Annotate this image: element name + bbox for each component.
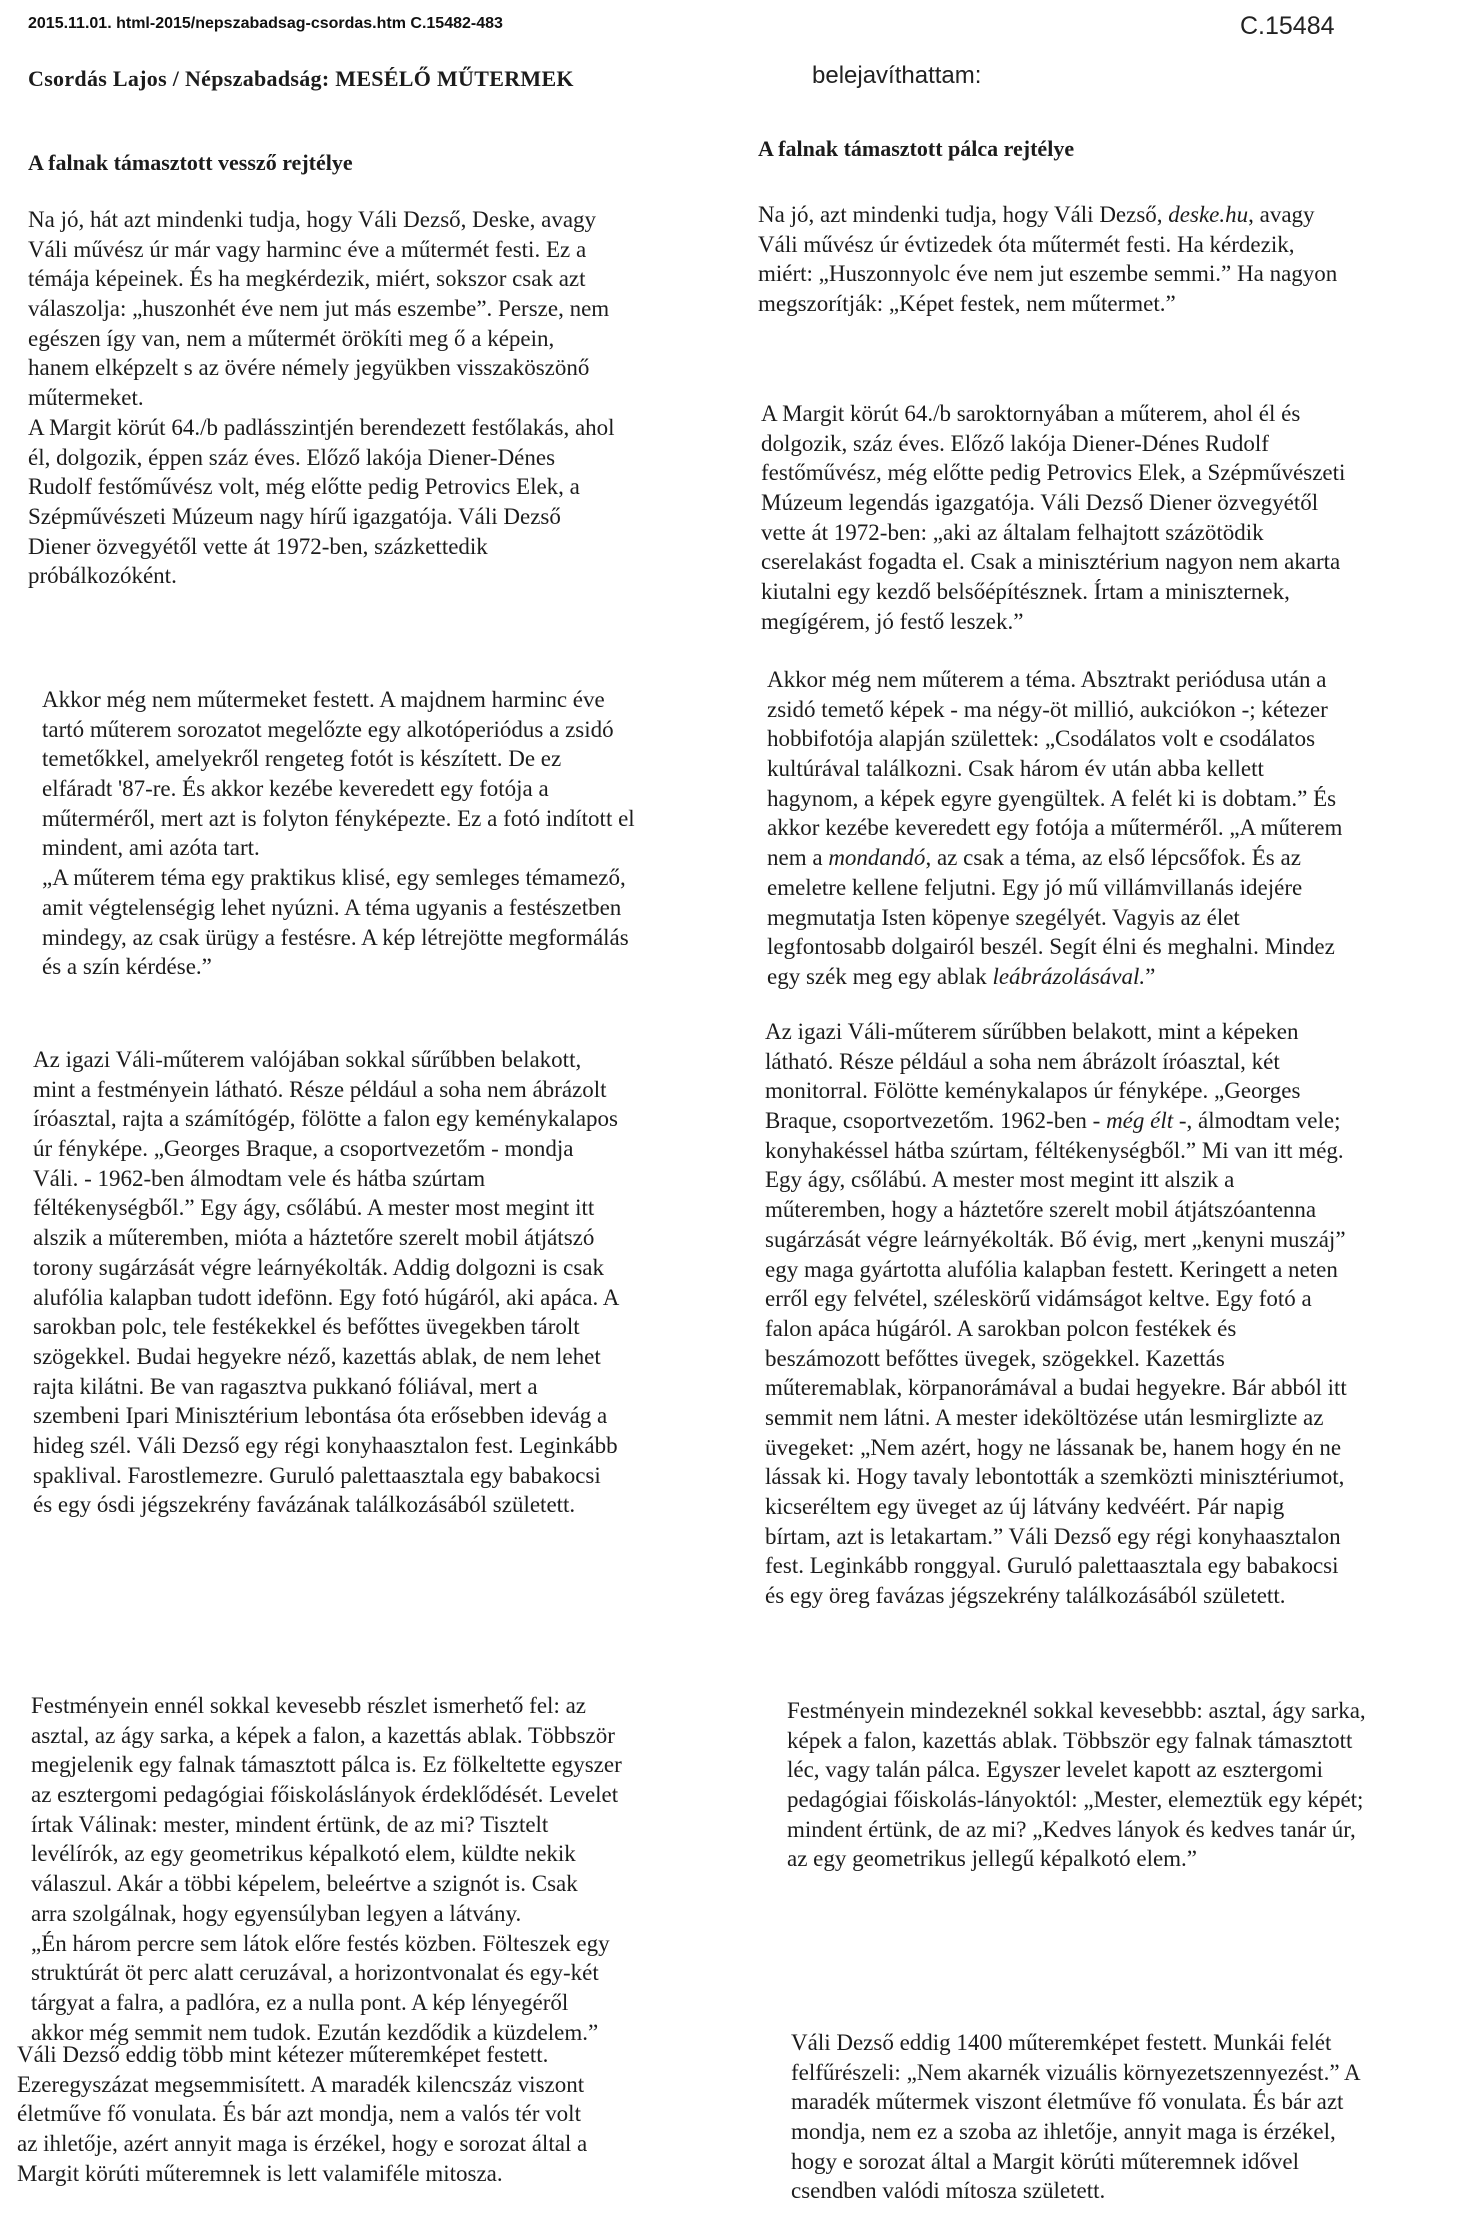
text-line: hobbifotója alapján születtek: „Csodálatos volt e csodálatos bbox=[767, 726, 1316, 752]
text-line: fest. Leginkább ronggyal. Guruló palettaasztala egy babakocsi bbox=[765, 1553, 1339, 1579]
text-line: csendben valódi mítosza született. bbox=[791, 2178, 1106, 2204]
text-line: alufólia kalapban tudott idefönn. Egy fotó húgáról, aki apáca. A bbox=[33, 1284, 620, 1310]
text-line: konyhakéssel hátba szúrtam, féltékenységből.” Mi van itt még. bbox=[765, 1137, 1344, 1163]
text-line: Margit körúti műteremnek is lett valamiféle mitosza. bbox=[17, 2160, 503, 2186]
revised-paragraph-block bbox=[765, 1017, 1347, 1611]
original-paragraph-block bbox=[17, 2040, 587, 2188]
text-line: látható. Része például a soha nem ábrázolt íróasztal, két bbox=[765, 1048, 1280, 1074]
text-line: asztal, az ágy sarka, a képek a falon, a kazettás ablak. Többször bbox=[31, 1722, 615, 1748]
text-line: festőművész, még előtte pedig Petrovics Elek, a Szépművészeti bbox=[761, 460, 1346, 486]
italic-text: mondandó bbox=[828, 845, 926, 871]
text-line: alszik a műteremben, mióta a háztetőre szerelt mobil átjátszó bbox=[33, 1225, 595, 1251]
text-line: válaszul. Akár a többi képelem, beleértve a szignót is. Csak bbox=[31, 1871, 578, 1897]
text-line: mondja, nem ez a szoba az ihletője, annyit maga is érzékel, bbox=[791, 2119, 1336, 2145]
text-line: próbálkozóként. bbox=[28, 563, 177, 589]
original-article-heading: A falnak támasztott vessző rejtélye bbox=[28, 150, 353, 175]
text-line: emeletre kellene feljutni. Egy jó mű villámvillanás idejére bbox=[767, 874, 1303, 900]
text-line: erről egy felvétel, széleskörű vidámságot keltve. Egy fotó a bbox=[765, 1286, 1312, 1312]
text-line: egy maga gyártotta alufólia kalapban festett. Keringett a neten bbox=[765, 1256, 1338, 1282]
text-line: bírtam, azt is letakartam.” Váli Dezső egy régi konyhaasztalon bbox=[765, 1523, 1341, 1549]
text-line: az ihletője, azért annyit maga is érzékel, hogy e sorozat által a bbox=[17, 2131, 588, 2157]
text-line: akkor még semmit nem tudok. Ezután kezdődik a küzdelem.” bbox=[31, 2019, 599, 2045]
text-line: megjelenik egy falnak támasztott pálca is. Ez fölkeltette egyszer bbox=[31, 1752, 622, 1778]
text-line: Váli művész úr már vagy harminc éve a műtermét festi. Ez a bbox=[28, 236, 587, 262]
text-line: él, dolgozik, éppen száz éves. Előző lakója Diener-Dénes bbox=[28, 444, 556, 470]
text-line: Akkor még nem műterem a téma. Absztrakt periódusa után a bbox=[767, 667, 1327, 692]
text-line: úr fényképe. „Georges Braque, a csoportvezetőm - mondja bbox=[33, 1136, 574, 1162]
text-line: Szépművészeti Múzeum nagy hírű igazgatója. Váli Dezső bbox=[28, 503, 561, 529]
text-line: maradék műtermek viszont életműve fő vonulata. És bár azt bbox=[791, 2089, 1344, 2115]
revised-paragraph-block bbox=[758, 200, 1337, 319]
text-line: Festményein ennél sokkal kevesebb részlet ismerhető fel: az bbox=[31, 1693, 586, 1718]
text-line: sugárzását végre leárnyékolták. Bő évig, mert „kenyni muszáj” bbox=[765, 1226, 1346, 1252]
text-line: zsidó temető képek - ma négy-öt millió, aukciókon -; kétezer bbox=[767, 696, 1328, 722]
revised-paragraph-block bbox=[791, 2028, 1361, 2206]
original-article-title: Csordás Lajos / Népszabadság: MESÉLŐ MŰTERMEK bbox=[28, 66, 574, 91]
text-line: kultúrával találkozni. Csak három év után abba kellett bbox=[767, 756, 1264, 782]
text-line: tárgyat a falra, a padlóra, ez a nulla pont. A kép lényegéről bbox=[31, 1989, 569, 2015]
text-line: mindegy, az csak ürügy a festésre. A kép létrejötte megformálás bbox=[42, 924, 629, 950]
text-line: Az igazi Váli-műterem valójában sokkal sűrűbben belakott, bbox=[33, 1047, 582, 1072]
text-line: levélírók, az egy geometrikus képalkotó elem, küldte nekik bbox=[31, 1841, 576, 1867]
text-line: spaklival. Farostlemezre. Guruló palettaasztala egy babakocsi bbox=[33, 1462, 601, 1488]
text-line: cserelakást fogadta el. Csak a minisztérium nagyon nem akarta bbox=[761, 549, 1341, 575]
italic-text: deske.hu bbox=[1168, 202, 1249, 227]
text-line: Rudolf festőművész volt, még előtte pedig Petrovics Elek, a bbox=[28, 474, 580, 500]
text-line bbox=[765, 1106, 1347, 1136]
text-line: szembeni Ipari Minisztérium lebontása óta erősebben idevág a bbox=[33, 1403, 608, 1429]
text-line: íróasztal, rajta a számítógép, fölötte a falon egy keménykalapos bbox=[33, 1106, 618, 1132]
text-line: műteremben, hogy a háztetőre szerelt mobil átjátszóantenna bbox=[765, 1197, 1317, 1223]
text-line: műterméről, mert azt is folyton fényképezte. Ez a fotó indított el bbox=[42, 805, 635, 831]
text-line: vette át 1972-ben: „aki az általam felhajtott százötödik bbox=[761, 519, 1264, 545]
revised-paragraph-block bbox=[767, 665, 1342, 992]
text-line: mint a festményein látható. Része például a soha nem ábrázolt bbox=[33, 1076, 607, 1102]
text-line: megmutatja Isten köpenye szegélyét. Vagyis az élet bbox=[767, 904, 1240, 930]
text-line: struktúrát öt perc alatt ceruzával, a horizontvonalat és egy-két bbox=[31, 1960, 599, 1986]
text-line: Diener özvegyétől vette át 1972-ben, százkettedik bbox=[28, 533, 488, 559]
text-line: az esztergomi pedagógiai főiskoláslányok érdeklődését. Levelet bbox=[31, 1782, 619, 1808]
text-line: Váli Dezső eddig több mint kétezer műteremképet festett. bbox=[17, 2042, 549, 2067]
text-line: és a szín kérdése.” bbox=[42, 954, 212, 980]
text-line: hideg szél. Váli Dezső egy régi konyhaasztalon fest. Leginkább bbox=[33, 1432, 618, 1458]
italic-text: leábrázolásával. bbox=[992, 963, 1146, 989]
text-line: megszorítják: „Képet festek, nem műtermet.” bbox=[758, 291, 1176, 317]
text-segment: Braque, csoportvezetőm. 1962-ben - bbox=[765, 1108, 1107, 1134]
revised-article-heading: A falnak támasztott pálca rejtélye bbox=[758, 136, 1075, 161]
text-line: „Én három percre sem látok előre festés közben. Fölteszek egy bbox=[31, 1930, 610, 1956]
text-line: „A műterem téma egy praktikus klisé, egy semleges témamező, bbox=[42, 865, 626, 891]
page-code: C.15484 bbox=[1240, 12, 1335, 40]
text-line: féltékenységből.” Egy ágy, csőlábú. A mester most megint itt bbox=[33, 1195, 595, 1221]
text-line bbox=[767, 843, 1342, 873]
text-line: Na jó, hát azt mindenki tudja, hogy Váli Dezső, Deske, avagy bbox=[28, 207, 597, 232]
text-line: dolgozik, száz éves. Előző lakója Diener-Dénes Rudolf bbox=[761, 430, 1269, 456]
text-line: és egy öreg favázas jégszekrény találkozásából született. bbox=[765, 1583, 1286, 1609]
text-line: A Margit körút 64./b saroktornyában a műterem, ahol él és bbox=[761, 401, 1301, 426]
text-line: válaszolja: „huszonhét éve nem jut más eszembe”. Persze, nem bbox=[28, 296, 610, 322]
text-line bbox=[767, 962, 1342, 992]
text-line: mindent értünk, de az mi? „Kedves lányok és kedves tanár úr, bbox=[787, 1816, 1356, 1842]
text-segment: nem a bbox=[767, 845, 829, 871]
text-line: írtak Válinak: mester, mindent értünk, de az mi? Tisztelt bbox=[31, 1811, 549, 1837]
text-line bbox=[758, 200, 1337, 230]
text-line: legfontosabb dolgairól beszél. Segít élni és meghalni. Mindez bbox=[767, 934, 1335, 960]
text-segment: , avagy bbox=[1248, 202, 1315, 227]
text-line: lássak ki. Hogy tavaly lebontották a szemközti minisztériumot, bbox=[765, 1464, 1345, 1490]
text-line: Váli. - 1962-ben álmodtam vele és hátba szúrtam bbox=[33, 1165, 486, 1191]
text-line: kicseréltem egy üveget az új látvány kedvéért. Pár napig bbox=[765, 1494, 1285, 1519]
text-line: torony sugárzását végre leárnyékolták. Addig dolgozni is csak bbox=[33, 1254, 605, 1280]
text-line: arra szolgálnak, hogy egyensúlyban legyen a látvány. bbox=[31, 1900, 522, 1926]
text-line: kiutalni egy kezdő belsőépítésznek. Írtam a miniszternek, bbox=[761, 579, 1290, 605]
text-line: egészen így van, nem a műtermét örökíti meg ő a képein, bbox=[28, 325, 555, 351]
text-line: tartó műterem sorozatot megelőzte egy alkotóperiódus a zsidó bbox=[42, 716, 614, 742]
text-line: amit végtelenségig lehet nyúzni. A téma ugyanis a festészetben bbox=[42, 894, 622, 920]
text-segment: ” bbox=[1145, 963, 1156, 989]
text-line: hagynom, a képek egyre gyengültek. A felét ki is dobtam.” És bbox=[767, 785, 1337, 811]
text-line: életműve fő vonulata. És bár azt mondja, nem a valós tér volt bbox=[17, 2101, 581, 2127]
text-line: üvegeket: „Nem azért, hogy ne lássanak be, hanem hogy én ne bbox=[765, 1434, 1342, 1460]
text-segment: -, álmodtam vele; bbox=[1173, 1108, 1341, 1134]
original-paragraph-block bbox=[42, 685, 635, 982]
text-line: képek a falon, kazettás ablak. Többször egy falnak támasztott bbox=[787, 1727, 1353, 1753]
text-line: Egy ágy, csőlábú. A mester most megint itt alszik a bbox=[765, 1167, 1235, 1193]
italic-text: még élt bbox=[1106, 1108, 1174, 1134]
text-line: falon apáca húgáról. A sarokban polcon festékek és bbox=[765, 1315, 1237, 1341]
text-line: Váli Dezső eddig 1400 műteremképet festett. Munkái felét bbox=[791, 2030, 1332, 2055]
original-paragraph-block bbox=[31, 1691, 622, 2047]
text-line: Ezeregyszázat megsemmisített. A maradék kilencszáz viszont bbox=[17, 2071, 585, 2097]
text-line: Festményein mindezeknél sokkal kevesebbb: asztal, ágy sarka, bbox=[787, 1698, 1366, 1723]
text-line: megígérem, jó festő leszek.” bbox=[761, 608, 1024, 634]
text-line: miért: „Huszonnyolc éve nem jut eszembe semmi.” Ha nagyon bbox=[758, 261, 1338, 287]
text-line: elfáradt '87-re. És akkor kezébe keveredett egy fotója a bbox=[42, 776, 549, 802]
text-line: monitorral. Fölötte keménykalapos úr fényképe. „Georges bbox=[765, 1078, 1301, 1104]
text-segment: egy szék meg egy ablak bbox=[767, 963, 993, 989]
original-paragraph-block bbox=[33, 1045, 619, 1520]
revised-paragraph-block bbox=[761, 399, 1345, 637]
text-line: Akkor még nem műtermeket festett. A majdnem harminc éve bbox=[42, 687, 605, 712]
text-line: beszámozott befőttes üvegek, szögekkel. Kazettás bbox=[765, 1345, 1225, 1371]
text-line: mindent, ami azóta tart. bbox=[42, 835, 260, 861]
text-line: az egy geometrikus jellegű képalkotó elem.” bbox=[787, 1846, 1198, 1872]
text-line: léc, vagy talán pálca. Egyszer levelet kapott az esztergomi bbox=[787, 1757, 1323, 1783]
text-line: műteremablak, körpanorámával a budai hegyekre. Bár abból itt bbox=[765, 1375, 1347, 1401]
text-line: sarokban polc, tele festékekkel és befőttes üvegekben tárolt bbox=[33, 1314, 580, 1340]
text-line: Az igazi Váli-műterem sűrűbben belakott, mint a képeken bbox=[765, 1019, 1299, 1044]
revised-version-label: belejavíthattam: bbox=[812, 62, 982, 89]
document-reference-header: 2015.11.01. html-2015/nepszabadsag-csordas.htm C.15482-483 bbox=[28, 15, 503, 32]
text-line: és egy ósdi jégszekrény favázának találkozásából született. bbox=[33, 1492, 576, 1518]
text-line: Múzeum legendás igazgatója. Váli Dezső Diener özvegyétől bbox=[761, 490, 1319, 516]
text-segment: , az csak a téma, az első lépcsőfok. És az bbox=[925, 845, 1301, 871]
text-segment: Na jó, azt mindenki tudja, hogy Váli Dezső, bbox=[758, 202, 1169, 227]
text-line: Váli művész úr évtizedek óta műtermét festi. Ha kérdezik, bbox=[758, 231, 1295, 257]
text-line: felfűrészeli: „Nem akarnék vizuális környezetszennyezést.” A bbox=[791, 2059, 1361, 2085]
text-line: temetőkkel, amelyekről rengeteg fotót is készített. De ez bbox=[42, 746, 562, 772]
text-line: műtermeket. bbox=[28, 385, 144, 411]
text-line: hanem elképzelt s az övére némely jegyükben visszaköszönő bbox=[28, 355, 590, 381]
text-line: szögekkel. Budai hegyekre néző, kazettás ablak, de nem lehet bbox=[33, 1343, 601, 1369]
text-line: témája képeinek. És ha megkérdezik, miért, sokszor csak azt bbox=[28, 266, 586, 292]
revised-paragraph-block bbox=[787, 1696, 1366, 1874]
text-line: semmit nem látni. A mester ideköltözése után lesmirglizte az bbox=[765, 1404, 1324, 1430]
original-paragraph-block bbox=[28, 205, 615, 591]
text-line: akkor kezébe keveredett egy fotója a műterméről. „A műterem bbox=[767, 815, 1343, 841]
text-line: hogy e sorozat által a Margit körúti műteremnek idővel bbox=[791, 2148, 1299, 2174]
text-line: rajta kilátni. Be van ragasztva pukkanó fóliával, mert a bbox=[33, 1373, 538, 1399]
text-line: A Margit körút 64./b padlásszintjén berendezett festőlakás, ahol bbox=[28, 414, 615, 440]
text-line: pedagógiai főiskolás-lányoktól: „Mester, elemeztük egy képét; bbox=[787, 1787, 1364, 1813]
